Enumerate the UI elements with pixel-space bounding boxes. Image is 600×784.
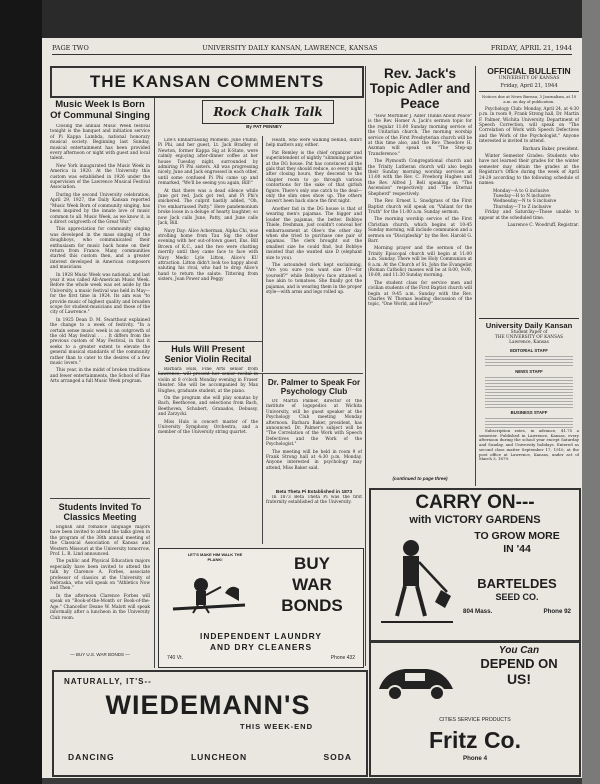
masthead [479, 318, 579, 484]
paragraph: The Plymouth Congregational church and the Trinity Lutheran church will also begin their Sunday morning worship services at 11:00 with the Rev. C. Freeborg Hughes and the Rev. Alfred J. Bell speaking on "The Ascension" respectively and "The Eternal Shepherd" respectively. [368, 159, 472, 197]
paragraph: Tuesday—H to N inclusive [493, 193, 551, 199]
scan-border-left [0, 0, 42, 784]
depend-on-us-text [463, 645, 575, 687]
column-rule [475, 66, 476, 486]
music-week-column [50, 100, 150, 665]
staff-heading: BUSINESS STAFF [510, 410, 548, 415]
huls-headline: Huls Will Present Senior Violin Recital [164, 344, 252, 364]
paragraph: Friday and Saturday—Those unable to appear at the scheduled time. [479, 210, 579, 221]
paragraph: In 1928 Music Week was national, and last year it was called All-American Music Week. Before the whole week was set aside by the University, a music festival was held in May—for the first time in 1924. Its aim was "to provide music of highest quality and broaden scope for student-musicians and those of the city of Lawrence." [50, 272, 150, 316]
bulletin-date: Friday, April 21, 1944 [479, 83, 579, 92]
paragraph: This year, in the midst of broken traditions and fewer entertainments, the School of Fine Arts arranged a full Music Week program. [50, 368, 150, 385]
scan-border-right [582, 0, 600, 784]
column-rule [365, 66, 366, 666]
paragraph: In 1925 Dean D. M. Swarthout explained the change to a week of festivity. "In a certain sense music week is an outgrowth of the old May festival . . . It differs from the previous custom of May Festival, in that it seeks to a greater extent to elevate the general musical standards of the community rather than to cater to the desires of a few music lovers." [50, 317, 150, 367]
paper-name: UNIVERSITY DAILY KANSAN, LAWRENCE, KANSAS [202, 44, 378, 52]
rock-chalk-byline: By PAT PENNEY [246, 124, 282, 129]
page-number: PAGE TWO [52, 44, 89, 52]
paragraph: Miss Huls is concert master of the University Symphony Orchestra, and a member of the University string quartet. [158, 419, 258, 436]
fritz-phone: Phone 4 [462, 755, 488, 762]
paragraph: Another fad in the DG house is that of wearing men's pajamas. The bigger and louder the pajamas, the better. Bobbye Thiele, freshman, just couldn't conceal her embarrassment at Olee's the other day when she tried to purchase one pair of pajamas. The clerk brought out the smallest size he could find, but Bobbye insisted that she wanted size D (elephant size to you). [266, 206, 362, 261]
paragraph: The public and Physical Education majors especially have been invited to attend the talk by Clarence A. Forbes, associate professor of classics at the University of Nebraska, who will speak on "Athletics Now and Then." [50, 559, 150, 592]
column-rule [262, 136, 263, 372]
grow-more-text [459, 530, 575, 556]
issue-date: FRIDAY, APRIL 21, 1944 [490, 44, 572, 52]
paragraph: The astounded clerk kept exclaiming, "Are you sure you want size D?—for yourself?" while Bobbye's face attained a hue akin to tomatoes. She finally got the pajamas, and is wearing them in the proper style—with arms and legs rolled up. [266, 262, 362, 295]
paragraph: Pat Remley is the chief organizer and superintendent of nightly "slimming parties at the DG house. Pat has convinced all the gals that they should reduce, so every night after closing hours, they descend to the chapter room to go through various contortions for the sake of that girlish figure. There's only one catch to the deal—only the slim ones show up. The others haven't been back since the first night. [266, 150, 362, 205]
paragraph: New York inaugurated the Music Week in America in 1920. At the University this custom was established in 1926 under the supervision of the Lawrence Musical Festival Association. [50, 163, 150, 191]
masthead-line: Lawrence, Kansas [509, 340, 549, 345]
carry-on-headline: CARRY ON--- [415, 492, 535, 513]
paragraph: Morning prayer and the sermon of the Trinity Episcopal church will begin at 11:00 a.m. Sunday. There will be Holy Communion at 8 a.m. At the Church of St. John the Evangelist (Roman Catholic) masses will be at 8:00, 9:00, 10:00, and 11:30 Sunday morning. [368, 246, 472, 279]
staff-heading: EDITORIAL STAFF [510, 348, 548, 353]
barteldes-ad [369, 488, 581, 642]
beta-headline: Beta Theta Pi Established in 1873 [275, 490, 353, 495]
music-week-headline: Music Week Is Born Of Communal Singing [50, 99, 150, 121]
banner-title: THE KANSAN COMMENTS [89, 72, 325, 91]
paragraph: Notices due at News Bureau, 3 Journalism, at 10 a.m. on day of publication. [481, 94, 577, 105]
paragraph: Dr. Martin Palmer, director of the institute of logopedics at Wichita University, will be guest speaker at the Psychology Club meeting Monday afternoon. Barbara Baker, president, has announced. Dr. Palmer's subject will be "The Correlation of the Work with Speech Defectives and the Work of the Psychologist." [266, 399, 362, 448]
paragraph: The Rev. Ernest L. Snodgrass of the First Baptist church will speak on "Valiant for the Truth" for the 11:00 a.m. Sunday sermon. [368, 199, 472, 215]
wiedemann-weekend: THIS WEEK-END [240, 722, 313, 731]
paragraph: This appreciation for community singing was developed in the mass singing of the doughboys, who communicated their enthusiasm for music back home on their return from France. Many communities started this custom then, and a greater interest developed in American composers and musicians. [50, 227, 150, 271]
paragraph: Life's Embarrassing Moment: June Plumb, Pi Phi, and her guest, Lt. Jack Bradley of Newton, former Kappa Sig at K-State, were calmly enjoying after-dinner coffee at her house Tuesday night, surrounded by admiring Pi Phi sisters. All was progressing nicely, June and Jack engrossed in each other, until some confused Pi Phi came up and remarked, "We'll be seeing you again, Bill!" [158, 138, 258, 187]
column-rule [262, 374, 263, 544]
fritz-ad [369, 641, 581, 777]
wiedemann-offerings [68, 752, 352, 762]
paragraph: On the program she will play sonatas by Bach, Beethoven, and selections from Bach, Beethoven, Schubert, Granados, Debussy, and Zarzycki. [158, 396, 258, 418]
paragraph: Monday—A to G inclusive [493, 188, 549, 194]
kansan-comments-banner [50, 66, 364, 98]
rock-chalk-column-1 [158, 138, 258, 338]
palmer-article [266, 378, 362, 543]
cartoon-caption: LET'S MAKE HIM WALK THE PLANK! [187, 552, 243, 562]
grow-line: IN '44 [503, 543, 531, 555]
paragraph: Barbara Baker, president. [522, 146, 579, 152]
cities-service-line: CITIES SERVICE PRODUCTS [439, 717, 511, 723]
bulletin-subtitle: UNIVERSITY OF KANSAS [498, 76, 560, 81]
paragraph: Wednesday—N to S inclusive [493, 199, 557, 205]
laundry-address: 740 Vt. [167, 655, 183, 661]
barteldes-contact [463, 608, 571, 615]
staff-listing [485, 375, 573, 409]
staff-listing [485, 416, 573, 428]
grow-line: TO GROW MORE [474, 530, 560, 542]
car-cartoon-icon [375, 649, 459, 709]
rev-jack-article [368, 66, 472, 481]
paragraph: Heath, who were walking behind, didn't help matters any, either. [266, 138, 362, 149]
classics-headline: Students Invited To Classics Meeting [50, 498, 150, 522]
paragraph: Winter Semester Grades: Students who have not learned their grades for the winter semester may obtain the grades at the Registrar's Office during the week of April 24-29 according to the following schedule of names: [479, 154, 579, 187]
rock-chalk-title: Rock Chalk Talk [213, 105, 323, 119]
victory-gardens-line: with VICTORY GARDENS [409, 514, 541, 526]
huls-article [158, 344, 258, 544]
paragraph: English and romance language majors have been invited to attend the talks given in the program of the 38th annual meeting of the Classical Association of Kansas and Western Missouri at the University tomorrow, Prof. L. R. Lind announced. [50, 525, 150, 558]
paragraph: "How Mortimer J. Adler Thinks About Peace" is the Rev. Homer A. Jack's sermon topic for the regular 11:00 Sunday morning service of the Unitarian church. The morning worship service of the First Presbyterian church will be at this time also, and the Rev. Theodore H. Aszman will speak on "The Step-up Transference." [368, 114, 472, 157]
official-bulletin [479, 66, 579, 311]
offering: DANCING [68, 752, 115, 762]
wiedemann-name: WIEDEMANN'S [105, 690, 311, 720]
paragraph: During the second University celebration, April 29, 1927, the Daily Kansan reported "Music Week Born of community singing, has been inspired by the innate love of music common to all. Music Week, as we know it, is a direct outgrowth of the Great War." [50, 192, 150, 225]
bonds-line: WAR [292, 575, 332, 594]
classics-article [50, 525, 150, 650]
newspaper-page [42, 38, 582, 778]
paragraph: The student class for service men and civilian students of the First Baptist church will begin at 9:45 a.m. Sunday with the Rev. Charles W. Thomas leading discussion of the topic, "One World, and How?" [368, 280, 472, 308]
rock-chalk-banner [202, 100, 334, 124]
bonds-line: BONDS [281, 596, 343, 615]
subscription-notice: Subscription rates, in advance, $1.75 a semester. Published in Lawrence, Kansas, every afternoon during the school year except Saturday and Sunday, and University holidays. Entered as second class matter September 17, 1910, at the post office at Lawrence, Kansas, under act of March 3, 1879. [479, 429, 579, 462]
paragraph: The meeting will be held in room 9 of Frank Strong hall at 4:30 p.m. Monday. Anyone interested in psychology may attend, Miss Baker said. [266, 449, 362, 471]
paragraph: Closing the annual Music Week festival tonight is the banquet and initiation service of Pi Kappa Lambda, national honorary musical society. Beginning last Sunday, musical entertainment has been provided every afternoon or night with guest and local talent. [50, 124, 150, 162]
masthead-line: THE UNIVERSITY OF KANSAS [494, 335, 564, 340]
paragraph: At that there was a dead silence while June got red, Jack got red, and Pi Phi's snickered. The culprit hastily added, "Oh, I've embarrassed Patty." Here pandemonium broke loose in a deluge of hearty laughter; so now Jack calls June, Patty, and June calls Jack, Bill. [158, 188, 258, 227]
staff-heading: NEWS STAFF [515, 369, 543, 374]
staff-listing [485, 354, 573, 368]
bulletin-signature: Laurence C. Woodruff, Registrar. [507, 222, 579, 228]
war-bonds-ad [158, 548, 364, 668]
offering: SODA [323, 752, 352, 762]
masthead-title: University Daily Kansan [485, 321, 573, 330]
fritz-line: You Can [498, 645, 540, 656]
rock-chalk-column-2 [266, 138, 362, 370]
gardener-cartoon-icon [377, 532, 457, 632]
barteldes-sub: SEED CO. [495, 592, 539, 602]
scan-border-top [0, 0, 600, 38]
paragraph: In the afternoon Clarence Forbes will speak on "Book-of-the-Month or Book-of-the-Age." Chancellor Deane W. Malott will speak informally after a luncheon in the University Club room. [50, 593, 150, 621]
buy-war-bonds-text [269, 553, 355, 616]
paragraph: Thursday—T to Z inclusive [493, 204, 552, 210]
laundry-phone: Phone 432 [330, 655, 355, 661]
section-rule [158, 341, 262, 342]
barteldes-phone: Phone 92 [543, 608, 571, 615]
offering: LUNCHEON [190, 752, 248, 762]
masthead-line: Student Paper of [510, 330, 548, 335]
paragraph: The morning worship service of the First Christian church, which begins at 10:45 Sunday morning, will include communion and a sermon on "Discipleship" by the Rev. Harold G. Barr. [368, 217, 472, 244]
fritz-name: Fritz Co. [429, 727, 521, 753]
paragraph: Navy Day: Alice Ackerman, Alpha Chi, was strolling home from Tau Sig the other evening with her out-of-town guest, Ens. Bill Brown of K.C., and the two were chatting merrily until they came face to face with Navy Medic Lyle Litton, Alice's KU attraction. Litton didn't look too happy about saluting his rival, who had to drop Alice's hand to return the salute. Tittering from sisters, Joan Power and Peggy [158, 228, 258, 283]
fritz-line: US! [506, 671, 532, 687]
war-bonds-line: — BUY U.S. WAR BONDS — [70, 652, 130, 657]
fritz-line: DEPEND ON [480, 656, 558, 671]
laundry-name-2: AND DRY CLEANERS [209, 642, 313, 652]
bonds-line: BUY [294, 554, 330, 573]
paragraph: In 1873 Beta Theta Pi was the first fraternity established at the University. [266, 495, 362, 506]
bulletin-title: OFFICIAL BULLETIN [487, 66, 571, 76]
wiedemann-top-line: NATURALLY, IT'S-- [64, 677, 152, 686]
pirate-cartoon-icon [165, 552, 251, 625]
palmer-headline: Dr. Palmer to Speak For Psychology Club [267, 378, 361, 396]
column-rule [154, 98, 155, 668]
laundry-contact [167, 655, 355, 661]
continued-note: (continued to page three) [392, 476, 448, 481]
page-header [52, 44, 572, 55]
paragraph: Barbara Huls, Fine Arts senior from Lawrence, will present her senior recital in violin at 8 o'clock Monday evening in Fraser theater. She will be accompanied by Max Hughes, graduate student, at the piano. [158, 367, 258, 394]
laundry-name: INDEPENDENT LAUNDRY [200, 631, 322, 641]
music-week-article [50, 124, 150, 494]
barteldes-address: 804 Mass. [463, 608, 493, 615]
paragraph: Psychology Club: Monday, April 24, at 4:30 p.m. in room 9, Frank Strong hall, Dr. Martin F. Palmer, Wichita University, Department of Speech Correction, will speak on "The Correlation of Work with Speech Defectives and the Work of the Psychologist." Anyone interested is invited to attend. [479, 106, 579, 145]
barteldes-name: BARTELDES [477, 576, 557, 591]
rev-jack-headline: Rev. Jack's Topic Adler and Peace [369, 66, 471, 111]
wiedemann-ad [52, 670, 368, 777]
